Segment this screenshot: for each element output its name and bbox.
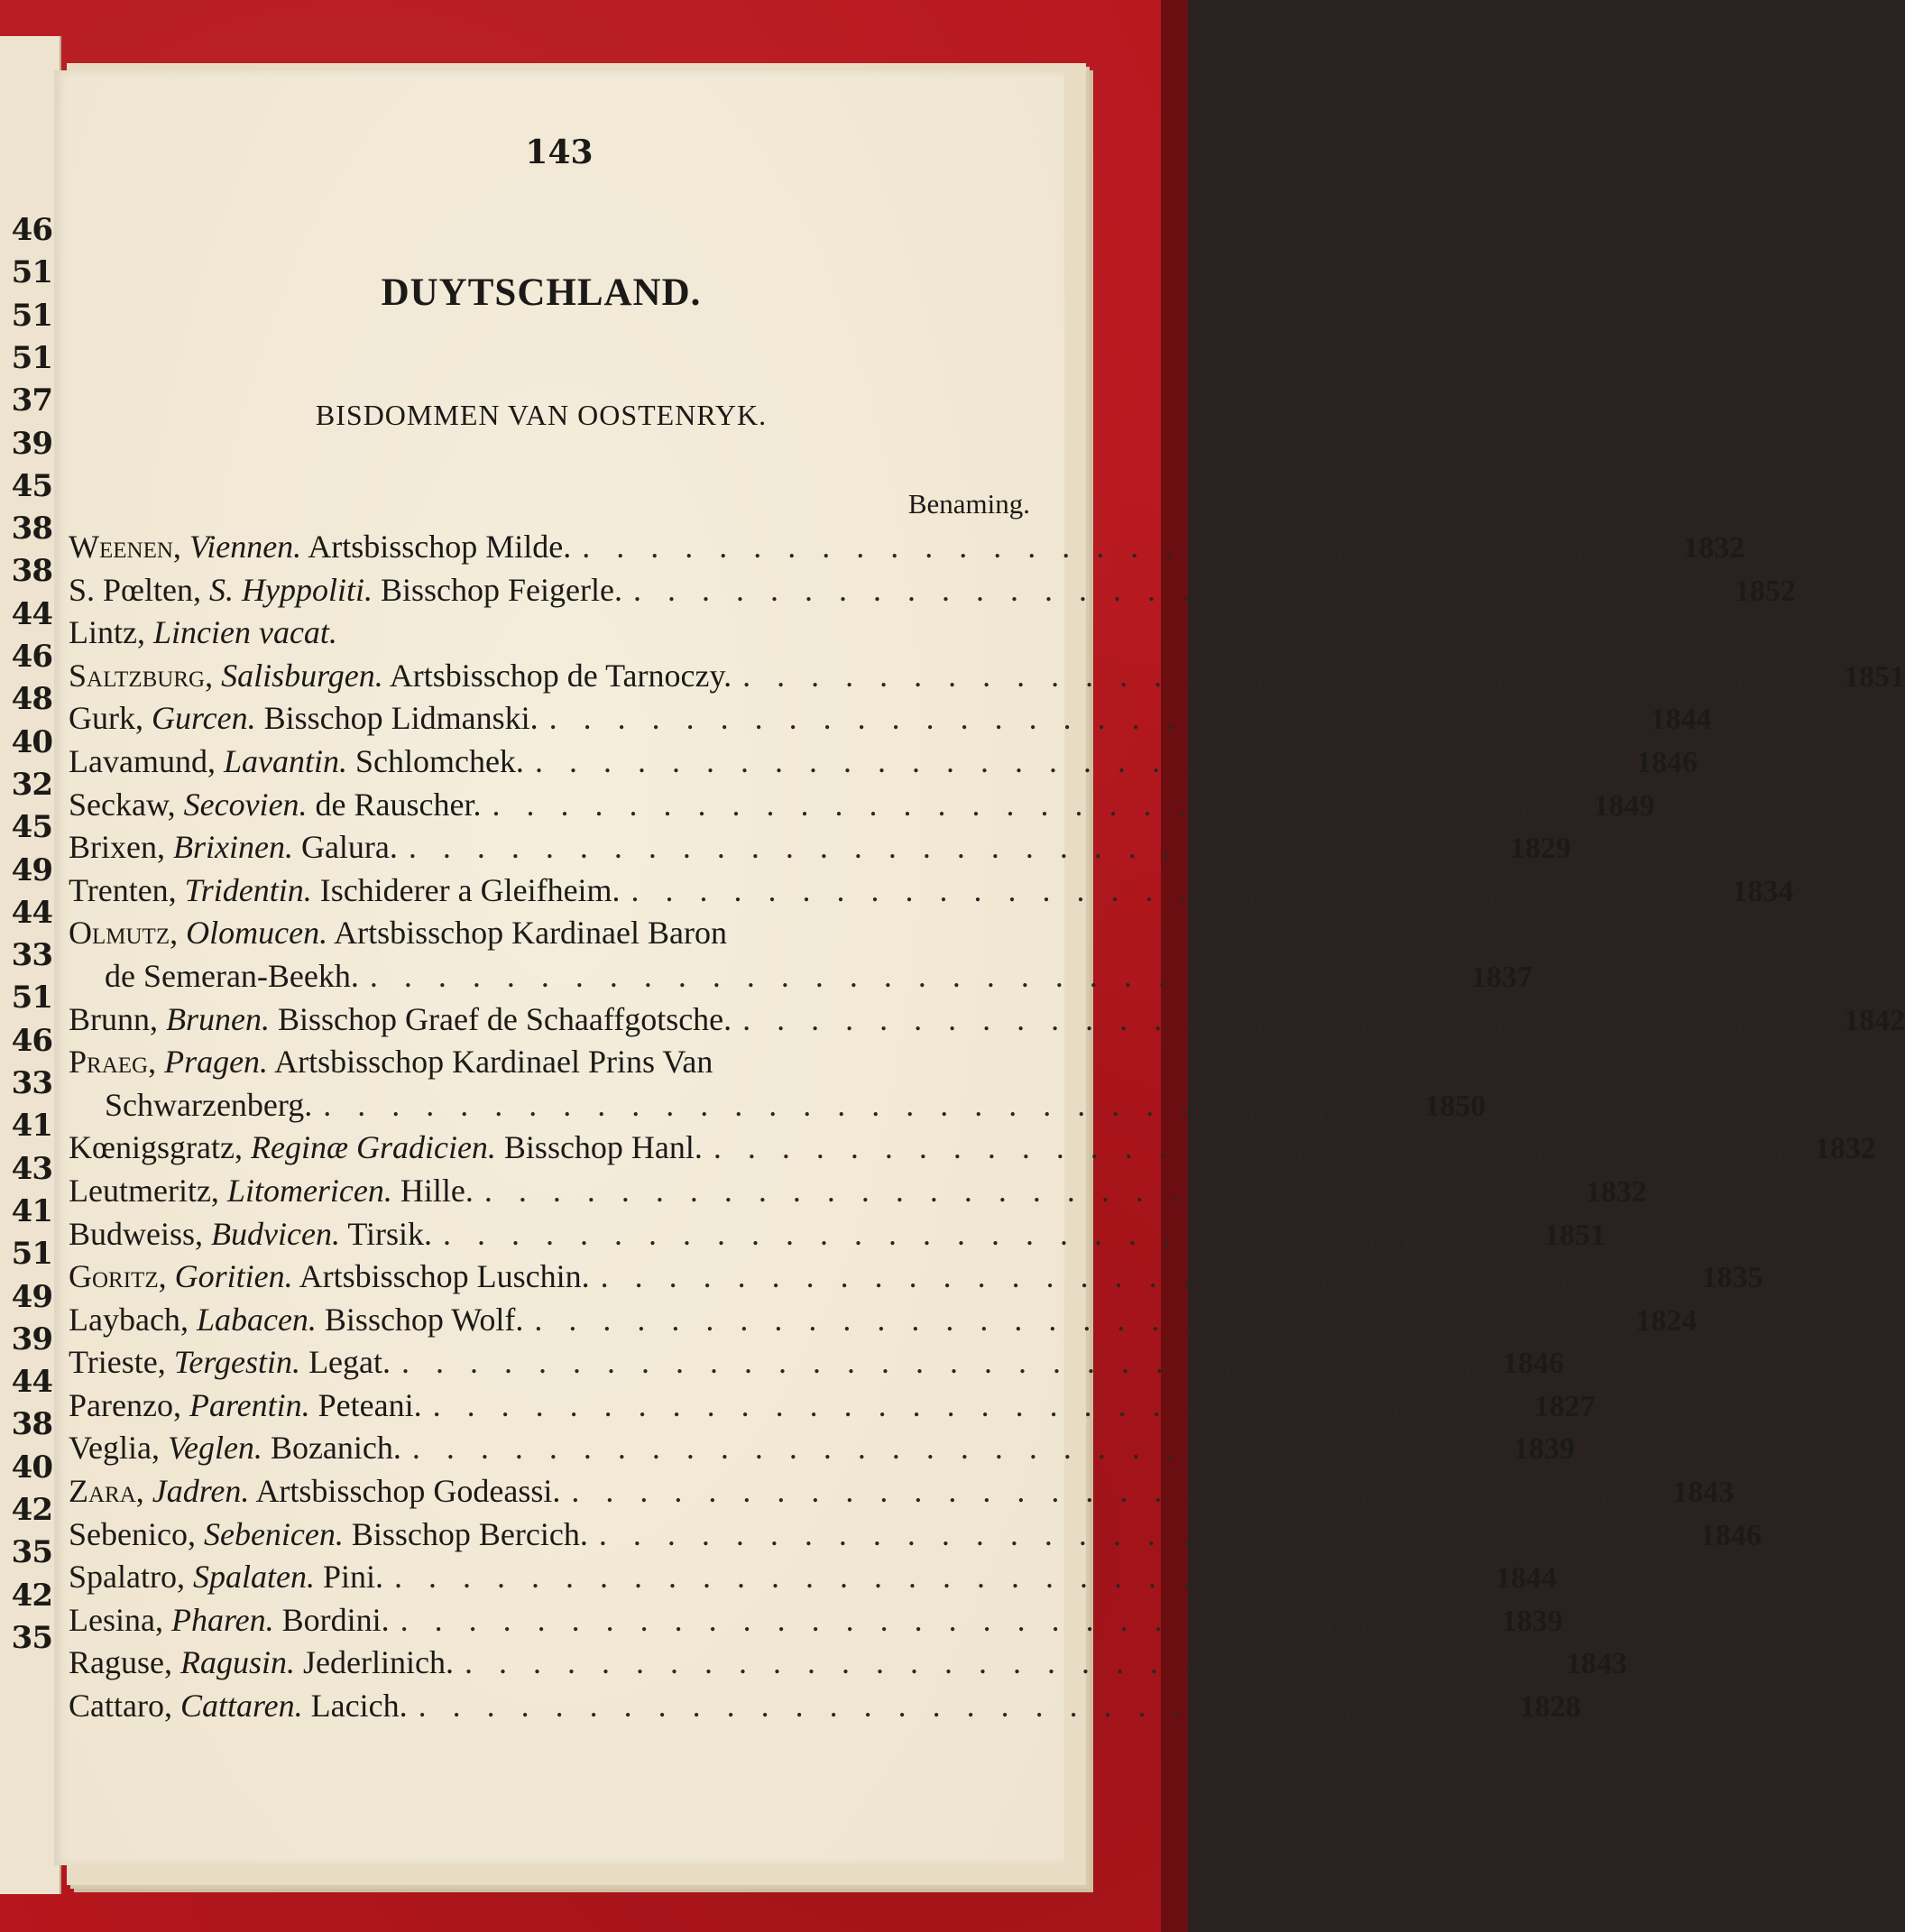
previous-page-margin: [0, 36, 61, 1894]
appointment-year: 1843: [1672, 1476, 1735, 1510]
margin-number: 48: [11, 681, 52, 718]
latin-name: Salisburgen.: [221, 657, 383, 694]
place-name: Raguse: [69, 1644, 164, 1681]
place-name: Lesina: [69, 1601, 155, 1638]
place-name: Leutmeritz: [69, 1172, 211, 1209]
margin-number: 42: [11, 1577, 52, 1614]
latin-name: Cattaren.: [179, 1688, 303, 1725]
place-name: Sebenico: [69, 1515, 188, 1552]
margin-number: 44: [11, 595, 52, 632]
latin-name: Labacen.: [196, 1301, 317, 1338]
leader-dots: . . . . . . . . . . . . . . . . . . . . . . . . . . . . . . . .: [571, 1473, 1652, 1510]
latin-name: Lavantin.: [223, 742, 347, 779]
margin-number: 41: [11, 1192, 52, 1229]
latin-name: Olomucen.: [186, 915, 328, 952]
place-name: Veglia: [69, 1430, 152, 1467]
appointment-year: 1835: [1701, 1261, 1763, 1295]
leader-dots: . . . . . . . . . . . . . . . . . . . . . . . . . . . . . . . .: [432, 1386, 1513, 1423]
leader-dots: . . . . . . . . . . . . . . . . . . . . . . . . . . . . . . . .: [483, 1172, 1564, 1209]
entry-text: Cattaro, Cattaren. Lacich.: [69, 1688, 408, 1725]
margin-number: 38: [11, 511, 52, 547]
appointment-year: 1844: [1495, 1561, 1557, 1596]
leader-dots: . . . . . . . . . . . . . . . . . . . . . . . . . . . . . . . .: [394, 1559, 1474, 1596]
latin-name: Budvicen.: [211, 1215, 340, 1252]
entry-continuation-line: [69, 955, 1532, 998]
leader-dots: . . . . . . . . . . . . . . . . . . . . . . . . . . . . . . . .: [534, 742, 1615, 779]
latin-name: Brunen.: [166, 1000, 270, 1037]
entry-text: Seckaw, Secovien. de Rauscher.: [69, 786, 482, 823]
entry-line: [69, 1341, 1565, 1385]
entry-text: Praeg, Pragen. Artsbisschop Kardinael Prins Van: [69, 1044, 713, 1081]
place-name: Spalatro: [69, 1559, 177, 1596]
place-name: Lintz: [69, 614, 137, 651]
bishop-name: Bozanich.: [270, 1430, 401, 1467]
bishop-name: Artsbisschop Kardinael Baron: [334, 915, 727, 952]
leader-dots: . . . . . . . . . . . . . . . . . . . . . . . . . . . . . . . .: [548, 700, 1629, 737]
margin-number: 33: [11, 937, 52, 974]
place-name: Olmutz: [69, 915, 170, 952]
entry-text: Veglia, Veglen. Bozanich.: [69, 1430, 401, 1467]
entry-text: Sebenico, Sebenicen. Bisschop Bercich.: [69, 1515, 588, 1552]
bishop-name: Bisschop Lidmanski.: [263, 700, 538, 737]
appointment-year: 1846: [1635, 745, 1698, 779]
latin-name: Goritien.: [174, 1258, 293, 1295]
latin-name: Spalaten.: [192, 1559, 315, 1596]
entry-text: Weenen, Viennen. Artsbisschop Milde.: [69, 529, 572, 565]
bishop-name: Bisschop Graef de Schaaffgotsche.: [277, 1000, 732, 1037]
appointment-year: 1849: [1593, 788, 1655, 823]
latin-name: Parentin.: [189, 1386, 310, 1423]
book-page: [54, 70, 1905, 1865]
margin-number: 49: [11, 1278, 52, 1315]
appointment-year: 1846: [1503, 1347, 1565, 1381]
leader-dots: . . . . . . . . . . . . . . . . . . . . . . . . . . . . . . . .: [713, 1129, 1793, 1166]
bishop-name-continued: Schwarzenberg.: [105, 1086, 313, 1123]
entry-line: [69, 869, 1794, 913]
bishop-name: Bisschop Wolf.: [324, 1301, 524, 1338]
bishop-name: Bordini.: [281, 1601, 390, 1638]
margin-number: 35: [11, 1619, 52, 1656]
bishop-name: Peteani.: [318, 1386, 422, 1423]
appointment-year: 1851: [1544, 1218, 1606, 1252]
leader-dots: . . . . . . . . . . . . . . . . . . . . . . . . . . . . . . . .: [408, 829, 1488, 866]
margin-number: 42: [11, 1492, 52, 1528]
entry-line: [69, 1256, 1763, 1299]
margin-number: 41: [11, 1108, 52, 1145]
entry-text: Leutmeritz, Litomericen. Hille.: [69, 1172, 474, 1209]
entry-line: [69, 569, 1796, 612]
margin-number: 51: [11, 254, 52, 291]
leader-dots: . . . . . . . . . . . . . . . . . . . . . . . . . . . . . . . .: [443, 1215, 1523, 1252]
appointment-year: 1824: [1635, 1303, 1698, 1338]
place-name: Brixen: [69, 829, 157, 866]
entry-text: Budweiss, Budvicen. Tirsik.: [69, 1215, 433, 1252]
latin-name: Tridentin.: [184, 871, 312, 908]
place-name: Cattaro: [69, 1688, 164, 1725]
entry-line: [69, 1427, 1575, 1470]
margin-number: 45: [11, 809, 52, 846]
entry-text: Zara, Jadren. Artsbisschop Godeassi.: [69, 1473, 561, 1510]
entry-text: Lintz, Lincien vacat.: [69, 614, 337, 651]
entry-text: S. Pœlten, S. Hyppoliti. Bisschop Feigerle.: [69, 571, 622, 608]
latin-name: Brixinen.: [172, 829, 293, 866]
entry-line: [69, 1470, 1735, 1513]
bishop-name: Tirsik.: [347, 1215, 433, 1252]
latin-name: Lincien vacat.: [152, 614, 337, 651]
entry-line: [69, 1170, 1647, 1213]
entry-text: Goritz, Goritien. Artsbisschop Luschin.: [69, 1258, 590, 1295]
leader-dots: . . . . . . . . . . . . . . . . . . . . . . . . . . . . . . . .: [492, 786, 1572, 823]
bishop-name: Bisschop Bercich.: [351, 1515, 588, 1552]
margin-number: 38: [11, 1406, 52, 1443]
place-name: Trieste: [69, 1344, 158, 1381]
entry-text: Trenten, Tridentin. Ischiderer a Gleifheim.: [69, 871, 621, 908]
margin-number: 51: [11, 297, 52, 334]
leader-dots: . . . . . . . . . . . . . . . . . . . . . . . . . . . . . . . .: [600, 1258, 1680, 1295]
entry-line: [69, 826, 1571, 869]
entry-line: [69, 697, 1712, 741]
entry-line: [69, 998, 1905, 1042]
place-name: Brunn: [69, 1000, 150, 1037]
bishop-name: Artsbisschop Godeassi.: [255, 1473, 561, 1510]
bishop-name-continued: de Semeran-Beekh.: [105, 957, 359, 994]
margin-number: 49: [11, 851, 52, 888]
latin-name: Litomericen.: [226, 1172, 392, 1209]
margin-number: 46: [11, 1022, 52, 1059]
bishop-name: Jederlinich.: [303, 1644, 454, 1681]
leader-dots: . . . . . . . . . . . . . . . . . . . . . . . . . . . . . . . .: [464, 1644, 1544, 1681]
bishop-name: Artsbisschop Kardinael Prins Van: [274, 1044, 713, 1081]
margin-number: 43: [11, 1150, 52, 1187]
appointment-year: 1839: [1501, 1604, 1563, 1638]
leader-dots: . . . . . . . . . . . . . . . . . . . . . . . . . . . . . . . .: [582, 529, 1662, 565]
margin-number: 51: [11, 1236, 52, 1273]
entry-line: [69, 1642, 1627, 1685]
latin-name: Viennen.: [189, 529, 302, 565]
leader-dots: . . . . . . . . . . . . . . . . . . . . . . . . . . . . . . . .: [598, 1515, 1679, 1552]
entry-text: [105, 955, 359, 998]
place-name: S. Pœlten: [69, 571, 194, 608]
margin-number: 40: [11, 1449, 52, 1486]
latin-name: S. Hyppoliti.: [209, 571, 373, 608]
leader-dots: . . . . . . . . . . . . . . . . . . . . . . . . . . . . . . . .: [630, 871, 1711, 908]
entry-text: [105, 1084, 312, 1127]
latin-name: Reginæ Gradicien.: [250, 1129, 496, 1166]
entry-text: Raguse, Ragusin. Jederlinich.: [69, 1644, 454, 1681]
appointment-year: 1828: [1519, 1690, 1581, 1725]
entry-text: Brixen, Brixinen. Galura.: [69, 829, 398, 866]
leader-dots: . . . . . . . . . . . . . . . . . . . . . . . . . . . . . . . .: [742, 657, 1823, 694]
page-number: 143: [525, 133, 594, 171]
bishop-name: Galura.: [300, 829, 398, 866]
entry-line: [69, 1213, 1606, 1256]
page-title: DUYTSCHLAND.: [381, 271, 702, 314]
leader-dots: . . . . . . . . . . . . . . . . . . . . . . . . . . . . . . . .: [418, 1688, 1498, 1725]
bishop-name: de Rauscher.: [315, 786, 482, 823]
bishop-name: Hille.: [400, 1172, 474, 1209]
place-name: Laybach: [69, 1301, 180, 1338]
entry-continuation-line: [69, 1084, 1486, 1127]
appointment-year: 1852: [1734, 574, 1796, 608]
entry-line: [69, 1556, 1557, 1599]
latin-name: Gurcen.: [152, 700, 256, 737]
entry-line: [69, 1041, 1037, 1084]
entry-line: [69, 1385, 1596, 1428]
leader-dots: . . . . . . . . . . . . . . . . . . . . . . . . . . . . . . . .: [400, 1601, 1480, 1638]
appointment-year: 1829: [1509, 832, 1571, 866]
latin-name: Pharen.: [170, 1601, 274, 1638]
entry-line: [69, 741, 1698, 784]
place-name: Praeg: [69, 1044, 149, 1081]
appointment-year: 1832: [1683, 531, 1745, 565]
place-name: Goritz: [69, 1258, 159, 1295]
bishop-name: Bisschop Feigerle.: [381, 571, 622, 608]
entry-text: Kœnigsgratz, Reginæ Gradicien. Bisschop Hanl.: [69, 1129, 703, 1166]
margin-number: 39: [11, 425, 52, 462]
place-name: Gurk: [69, 700, 135, 737]
place-name: Lavamund: [69, 742, 207, 779]
place-name: Weenen: [69, 529, 173, 565]
latin-name: Ragusin.: [179, 1644, 295, 1681]
place-name: Saltzburg: [69, 657, 206, 694]
diocese-list: [69, 526, 1905, 1728]
bishop-name: Artsbisschop Luschin.: [299, 1258, 590, 1295]
latin-name: Pragen.: [164, 1044, 269, 1081]
bishop-name: Schlomchek.: [354, 742, 524, 779]
margin-number: 39: [11, 1320, 52, 1357]
entry-text: Saltzburg, Salisburgen. Artsbisschop de Tarnoczy.: [69, 657, 732, 694]
bishop-name: Pini.: [322, 1559, 383, 1596]
bishop-name: Bisschop Hanl.: [503, 1129, 703, 1166]
entry-text: Parenzo, Parentin. Peteani.: [69, 1386, 422, 1423]
entry-text: Olmutz, Olomucen. Artsbisschop Kardinael Baron: [69, 915, 727, 952]
bishop-name: Artsbisschop de Tarnoczy.: [389, 657, 732, 694]
entry-text: Spalatro, Spalaten. Pini.: [69, 1559, 383, 1596]
margin-number: 46: [11, 639, 52, 675]
leader-dots: . . . . . . . . . . . . . . . . . . . . . . . . . . . . . . . .: [401, 1344, 1482, 1381]
place-name: Parenzo: [69, 1386, 173, 1423]
appointment-year: 1842: [1844, 1003, 1905, 1037]
appointment-year: 1834: [1732, 874, 1794, 908]
entry-text: Laybach, Labacen. Bisschop Wolf.: [69, 1301, 524, 1338]
place-name: Budweiss: [69, 1215, 196, 1252]
margin-number: 46: [11, 212, 52, 248]
entry-line: [69, 1127, 1876, 1170]
page-subtitle: BISDOMMEN VAN OOSTENRYK.: [315, 399, 768, 431]
appointment-year: 1839: [1513, 1432, 1575, 1467]
latin-name: Sebenicen.: [203, 1515, 344, 1552]
leader-dots: . . . . . . . . . . . . . . . . . . . . . . . . . . . . . . . .: [632, 571, 1713, 608]
entry-line: [69, 655, 1905, 698]
margin-number: 32: [11, 766, 52, 803]
leader-dots: . . . . . . . . . . . . . . . . . . . . . . . . . . . . . . . .: [742, 1000, 1823, 1037]
appointment-year: 1843: [1565, 1647, 1627, 1681]
appointment-year: 1827: [1533, 1389, 1596, 1423]
entry-text: Lavamund, Lavantin. Schlomchek.: [69, 742, 524, 779]
entry-text: Brunn, Brunen. Bisschop Graef de Schaaffgotsche.: [69, 1000, 732, 1037]
appointment-year: 1837: [1470, 960, 1532, 994]
bishop-name: Legat.: [308, 1344, 391, 1381]
latin-name: Jadren.: [152, 1473, 250, 1510]
appointment-year: 1851: [1844, 659, 1905, 694]
bishop-name: Ischiderer a Gleifheim.: [319, 871, 621, 908]
entry-line: [69, 1685, 1581, 1728]
leader-dots: . . . . . . . . . . . . . . . . . . . . . . . . . . . . . . . .: [411, 1430, 1492, 1467]
entry-text: Gurk, Gurcen. Bisschop Lidmanski.: [69, 700, 538, 737]
margin-number: 44: [11, 1364, 52, 1401]
margin-number: 35: [11, 1534, 52, 1571]
margin-number: 45: [11, 467, 52, 504]
margin-number: 51: [11, 339, 52, 376]
entry-line: [69, 612, 1037, 655]
entry-line: [69, 526, 1745, 569]
place-name: Kœnigsgratz: [69, 1129, 235, 1166]
appointment-year: 1832: [1585, 1174, 1647, 1209]
bishop-name: Lacich.: [310, 1688, 408, 1725]
latin-name: Veglen.: [167, 1430, 262, 1467]
margin-number: 40: [11, 723, 52, 760]
bishop-name: Artsbisschop Milde.: [308, 529, 572, 565]
margin-number: 51: [11, 980, 52, 1017]
appointment-year: 1846: [1699, 1518, 1762, 1552]
leader-dots: . . . . . . . . . . . . . . . . . . . . . . . . . . . . . . . .: [369, 957, 1449, 994]
latin-name: Secovien.: [183, 786, 308, 823]
entry-line: [69, 784, 1655, 827]
margin-number: 44: [11, 894, 52, 931]
entry-line: [69, 1599, 1563, 1642]
column-header: Benaming.: [907, 488, 1030, 520]
place-name: Zara: [69, 1473, 136, 1510]
entry-line: [69, 1299, 1698, 1342]
entry-text: Trieste, Tergestin. Legat.: [69, 1344, 391, 1381]
appointment-year: 1844: [1650, 703, 1712, 737]
margin-number: 38: [11, 553, 52, 590]
place-name: Seckaw: [69, 786, 168, 823]
leader-dots: . . . . . . . . . . . . . . . . . . . . . . . . . . . . . . . .: [323, 1086, 1403, 1123]
leader-dots: . . . . . . . . . . . . . . . . . . . . . . . . . . . . . . . .: [534, 1301, 1615, 1338]
appointment-year: 1850: [1424, 1089, 1486, 1123]
margin-number: 33: [11, 1065, 52, 1101]
latin-name: Tergestin.: [173, 1344, 301, 1381]
place-name: Trenten: [69, 871, 169, 908]
appointment-year: 1832: [1814, 1132, 1876, 1166]
entry-line: [69, 1513, 1762, 1557]
margin-number: 37: [11, 382, 52, 419]
entry-text: Lesina, Pharen. Bordini.: [69, 1601, 390, 1638]
entry-line: [69, 912, 1037, 955]
